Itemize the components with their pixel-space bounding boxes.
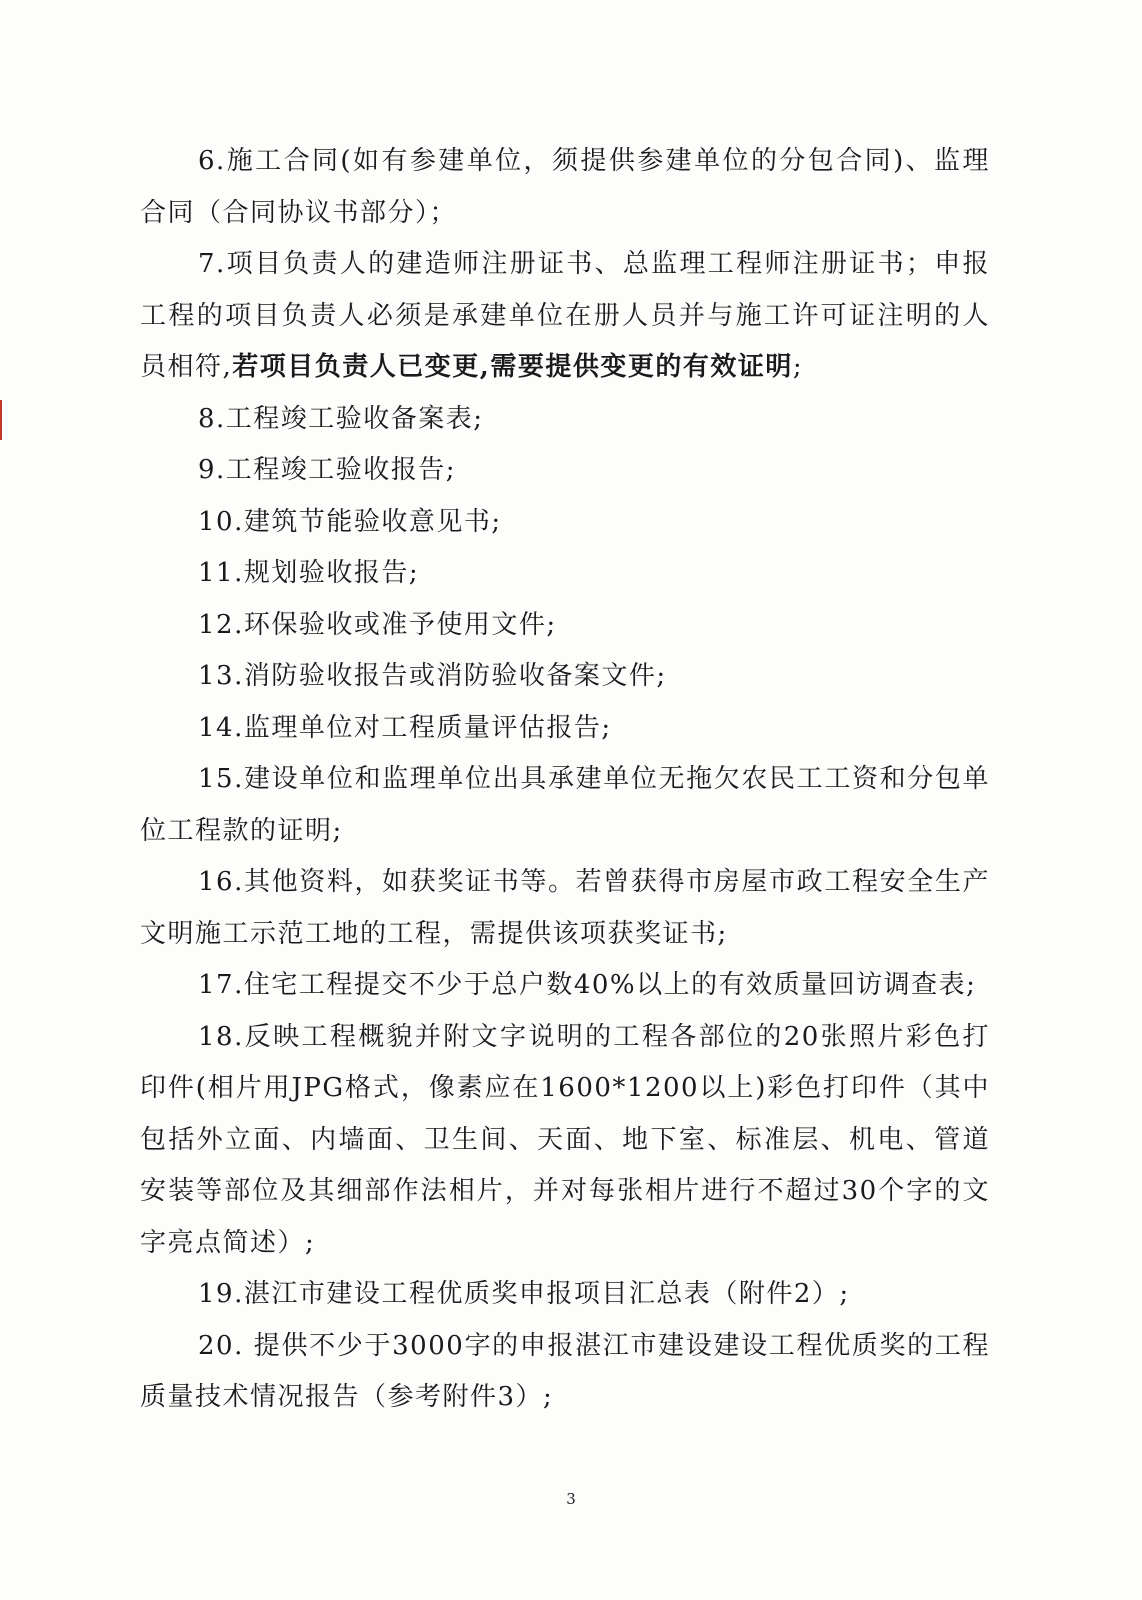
paragraph-item-9: 9.工程竣工验收报告; bbox=[198, 455, 457, 485]
paragraph-item-8: 8.工程竣工验收备案表; bbox=[198, 403, 484, 434]
paragraph-item-14: 14.监理单位对工程质量评估报告; bbox=[198, 712, 612, 743]
paragraph-item-6: 6.施工合同(如有参建单位，须提供参建单位的分包合同)、监理合同（合同协议书部分）； bbox=[140, 146, 990, 228]
paragraph-item-7-bold-text: 若项目负责人已变更,需要提供变更的有效证明 bbox=[232, 352, 793, 382]
paragraph-item-15: 15.建设单位和监理单位出具承建单位无拖欠农民工工资和分包单位工程款的证明; bbox=[140, 764, 990, 846]
paragraph-item-16: 16.其他资料，如获奖证书等。若曾获得市房屋市政工程安全生产文明施工示范工地的工程，需提供该项获奖证书; bbox=[140, 867, 990, 949]
scan-edge-mark bbox=[0, 400, 2, 440]
paragraph-item-20: 20. 提供不少于3000字的申报湛江市建设建设工程优质奖的工程质量技术情况报告（参考附件3）; bbox=[140, 1330, 990, 1412]
paragraph-item-11: 11.规划验收报告; bbox=[198, 558, 420, 588]
paragraph-item-19: 19.湛江市建设工程优质奖申报项目汇总表（附件2）; bbox=[198, 1279, 850, 1309]
paragraph-item-13: 13.消防验收报告或消防验收备案文件; bbox=[198, 661, 667, 691]
paragraph-item-10: 10.建筑节能验收意见书; bbox=[198, 506, 502, 537]
document-body bbox=[140, 136, 990, 1424]
paragraph-item-17: 17.住宅工程提交不少于总户数40%以上的有效质量回访调查表; bbox=[198, 970, 977, 1000]
paragraph-item-12: 12.环保验收或准予使用文件; bbox=[198, 609, 557, 640]
paragraph-item-18: 18.反映工程概貌并附文字说明的工程各部位的20张照片彩色打印件(相片用JPG格式，像素应在1600*1200以上)彩色打印件（其中包括外立面、内墙面、卫生间、天面、地下室、标准层、机电、管道安装等部位及其细部作法相片，并对每张相片进行不超过30个字的文字亮点简述）; bbox=[140, 1021, 990, 1258]
paragraph-item-7-tail: ; bbox=[792, 352, 804, 382]
page-number: 3 bbox=[566, 1490, 576, 1508]
paragraph-item-7-text: 7.项目负责人的建造师注册证书、总监理工程师注册证书；申报工程的项目负责人必须是承建单位在册人员并与施工许可证注明的人员相符, bbox=[140, 249, 990, 382]
paragraph-item-7 bbox=[140, 239, 990, 394]
